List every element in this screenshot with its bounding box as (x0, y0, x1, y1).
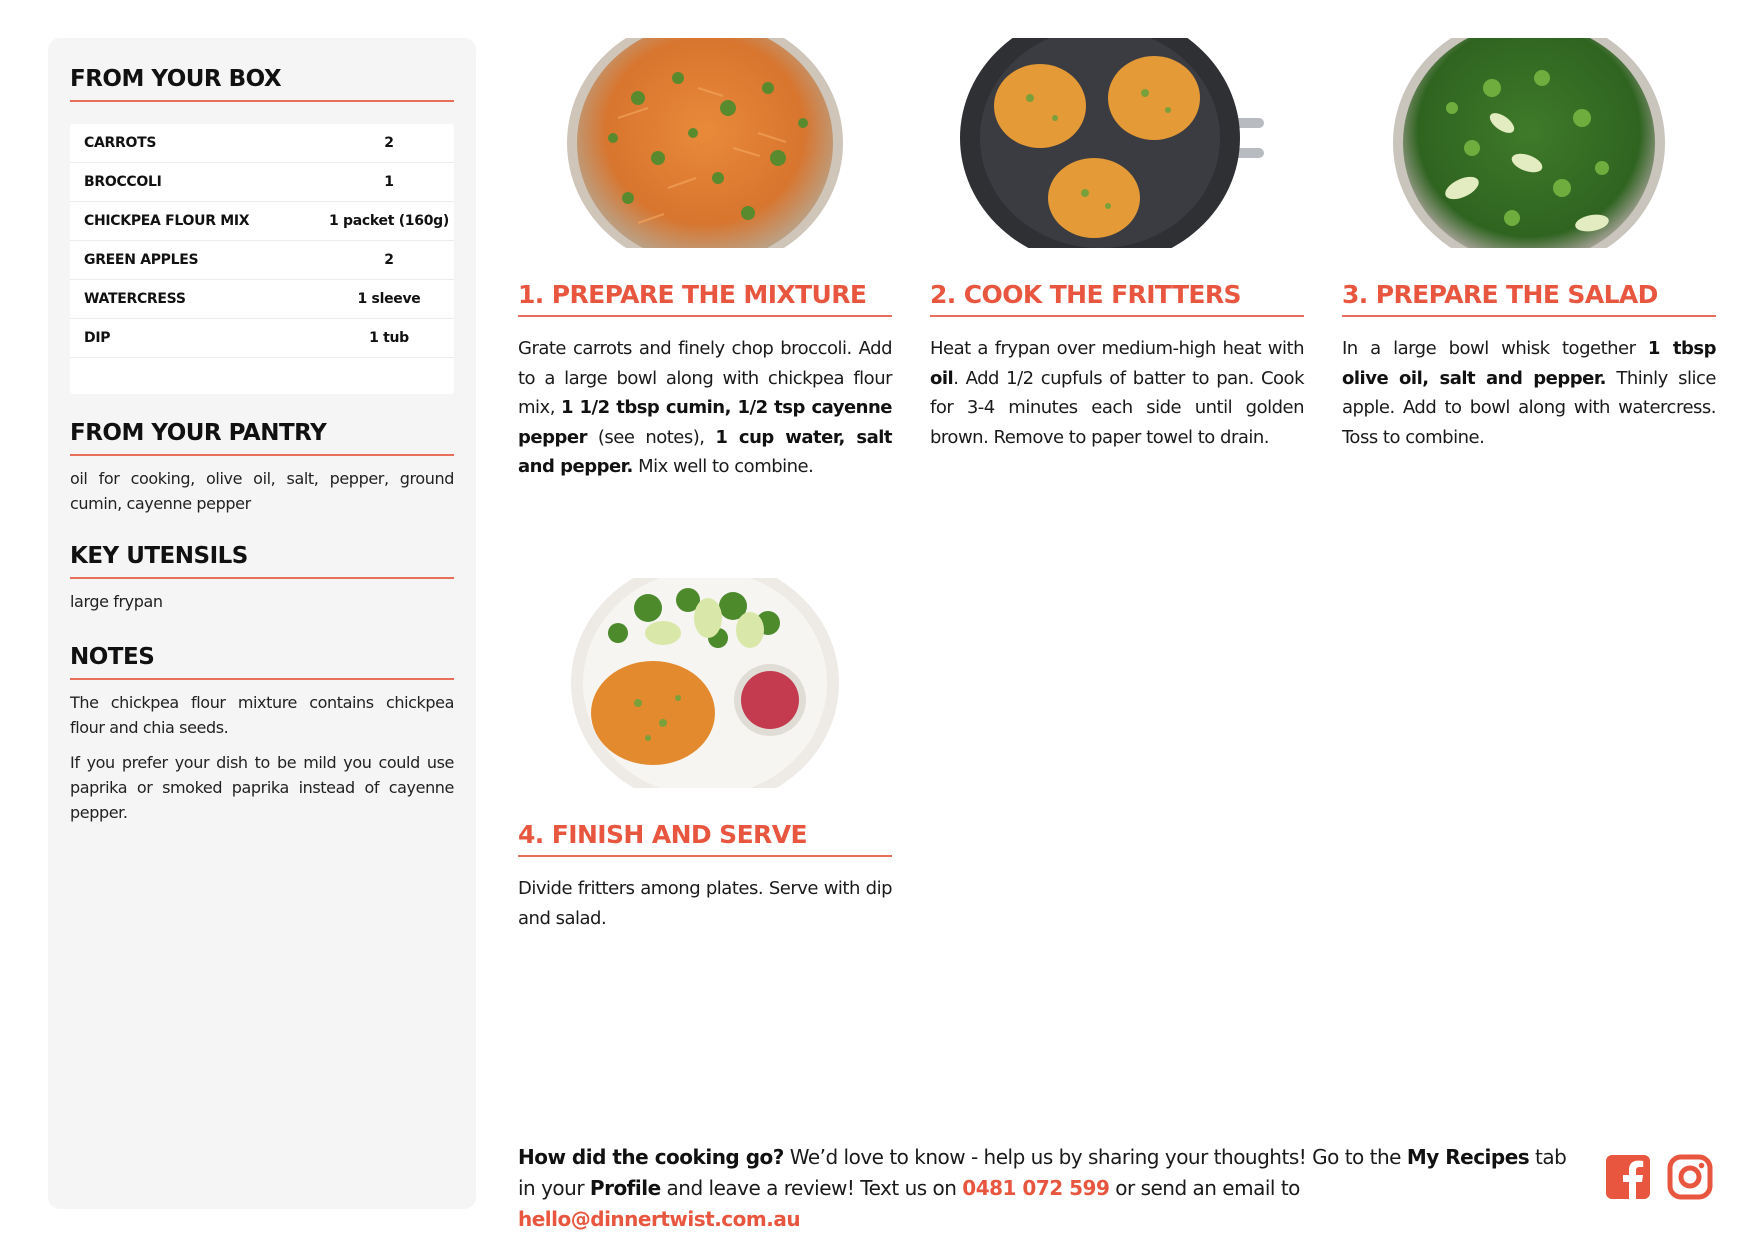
from-your-box-title: FROM YOUR BOX (70, 66, 454, 102)
feedback-footer (518, 1142, 1578, 1235)
step-instructions (1342, 334, 1716, 452)
ingredient-name: DIP (84, 330, 111, 346)
ingredient-row (70, 319, 454, 358)
instruction-text: Thinly slice apple. Add to bowl along with watercress. Toss to combine. (1342, 367, 1716, 448)
utensils-text: large frypan (70, 592, 163, 611)
instruction-text: (see notes), (586, 426, 716, 448)
instruction-emphasis: 1 tbsp olive oil, salt and pepper. (1342, 338, 1716, 389)
ingredient-name: WATERCRESS (84, 291, 186, 307)
step-title: 3. PREPARE THE SALAD (1342, 280, 1716, 317)
footer-contact-link[interactable]: 0481 072 599 (962, 1176, 1110, 1200)
instruction-text: . Add 1/2 cupfuls of batter to pan. Cook for 3-4 minutes each side until golden brown. Remove to paper towel to drain. (930, 367, 1304, 448)
ingredient-quantity: 1 packet (160g) (329, 213, 449, 229)
instruction-emphasis: 1 cup water, salt and pepper. (518, 426, 892, 477)
ingredient-row (70, 280, 454, 319)
ingredient-row (70, 163, 454, 202)
notes-paragraph: The chickpea flour mixture contains chickpea flour and chia seeds. (70, 693, 454, 737)
ingredient-quantity: 2 (384, 135, 394, 151)
step-3 (1342, 38, 1716, 498)
ingredient-quantity: 1 sleeve (357, 291, 421, 307)
instruction-emphasis: oil (930, 367, 954, 389)
footer-emphasis: Profile (589, 1176, 661, 1200)
step-title: 4. FINISH AND SERVE (518, 820, 892, 857)
pantry-text: oil for cooking, olive oil, salt, pepper, ground cumin, cayenne pepper (70, 469, 454, 513)
instruction-text: Divide fritters among plates. Serve with dip and salad. (518, 878, 892, 929)
instruction-emphasis: 1 1/2 tbsp cumin, 1/2 tsp cayenne pepper (518, 397, 892, 448)
footer-text: We’d love to know - help us by sharing your thoughts! Go to the (783, 1145, 1407, 1169)
ingredient-name: CHICKPEA FLOUR MIX (84, 213, 250, 229)
fritters-frypan-photo (930, 38, 1304, 248)
step-title: 2. COOK THE FRITTERS (930, 280, 1304, 317)
step-title: 1. PREPARE THE MIXTURE (518, 280, 892, 317)
key-utensils-title: KEY UTENSILS (70, 543, 454, 579)
ingredient-quantity: 2 (384, 252, 394, 268)
ingredient-row (70, 202, 454, 241)
step-instructions (518, 334, 892, 482)
notes-paragraph: If you prefer your dish to be mild you could use paprika or smoked paprika instead of cayenne pepper. (70, 753, 454, 822)
step-instructions (518, 874, 892, 933)
footer-text: or send an email to (1109, 1176, 1300, 1200)
step-1 (518, 38, 892, 498)
notes-title: NOTES (70, 644, 454, 680)
ingredient-name: BROCCOLI (84, 174, 162, 190)
facebook-icon[interactable] (1605, 1154, 1651, 1200)
ingredient-quantity: 1 (384, 174, 394, 190)
footer-text: and leave a review! Text us on (660, 1176, 963, 1200)
instagram-icon[interactable] (1667, 1154, 1713, 1200)
footer-emphasis: My Recipes (1406, 1145, 1530, 1169)
watercress-salad-photo (1342, 38, 1716, 248)
plated-dish-photo (518, 578, 892, 788)
instruction-text: Mix well to combine. (632, 456, 814, 477)
instruction-text: In a large bowl whisk together (1342, 338, 1648, 359)
ingredient-row (70, 124, 454, 163)
step-2 (930, 38, 1304, 498)
instruction-text: Heat a frypan over medium-high heat with (930, 338, 1304, 359)
ingredient-row (70, 241, 454, 280)
from-your-pantry-title: FROM YOUR PANTRY (70, 420, 454, 456)
ingredient-name: GREEN APPLES (84, 252, 199, 268)
step-instructions (930, 334, 1304, 452)
footer-emphasis: How did the cooking go? (518, 1145, 784, 1169)
ingredients-table (70, 124, 454, 394)
carrot-broccoli-mixture-photo (518, 38, 892, 248)
ingredients-sidebar (48, 38, 476, 1209)
footer-text: tab in your (518, 1145, 1567, 1200)
step-4 (518, 578, 892, 958)
ingredient-name: CARROTS (84, 135, 157, 151)
footer-contact-link[interactable]: hello@dinnertwist.com.au (518, 1207, 801, 1231)
ingredient-quantity: 1 tub (369, 330, 409, 346)
instruction-text: Grate carrots and finely chop broccoli. Add to a large bowl along with chickpea flour mix, (518, 338, 892, 418)
